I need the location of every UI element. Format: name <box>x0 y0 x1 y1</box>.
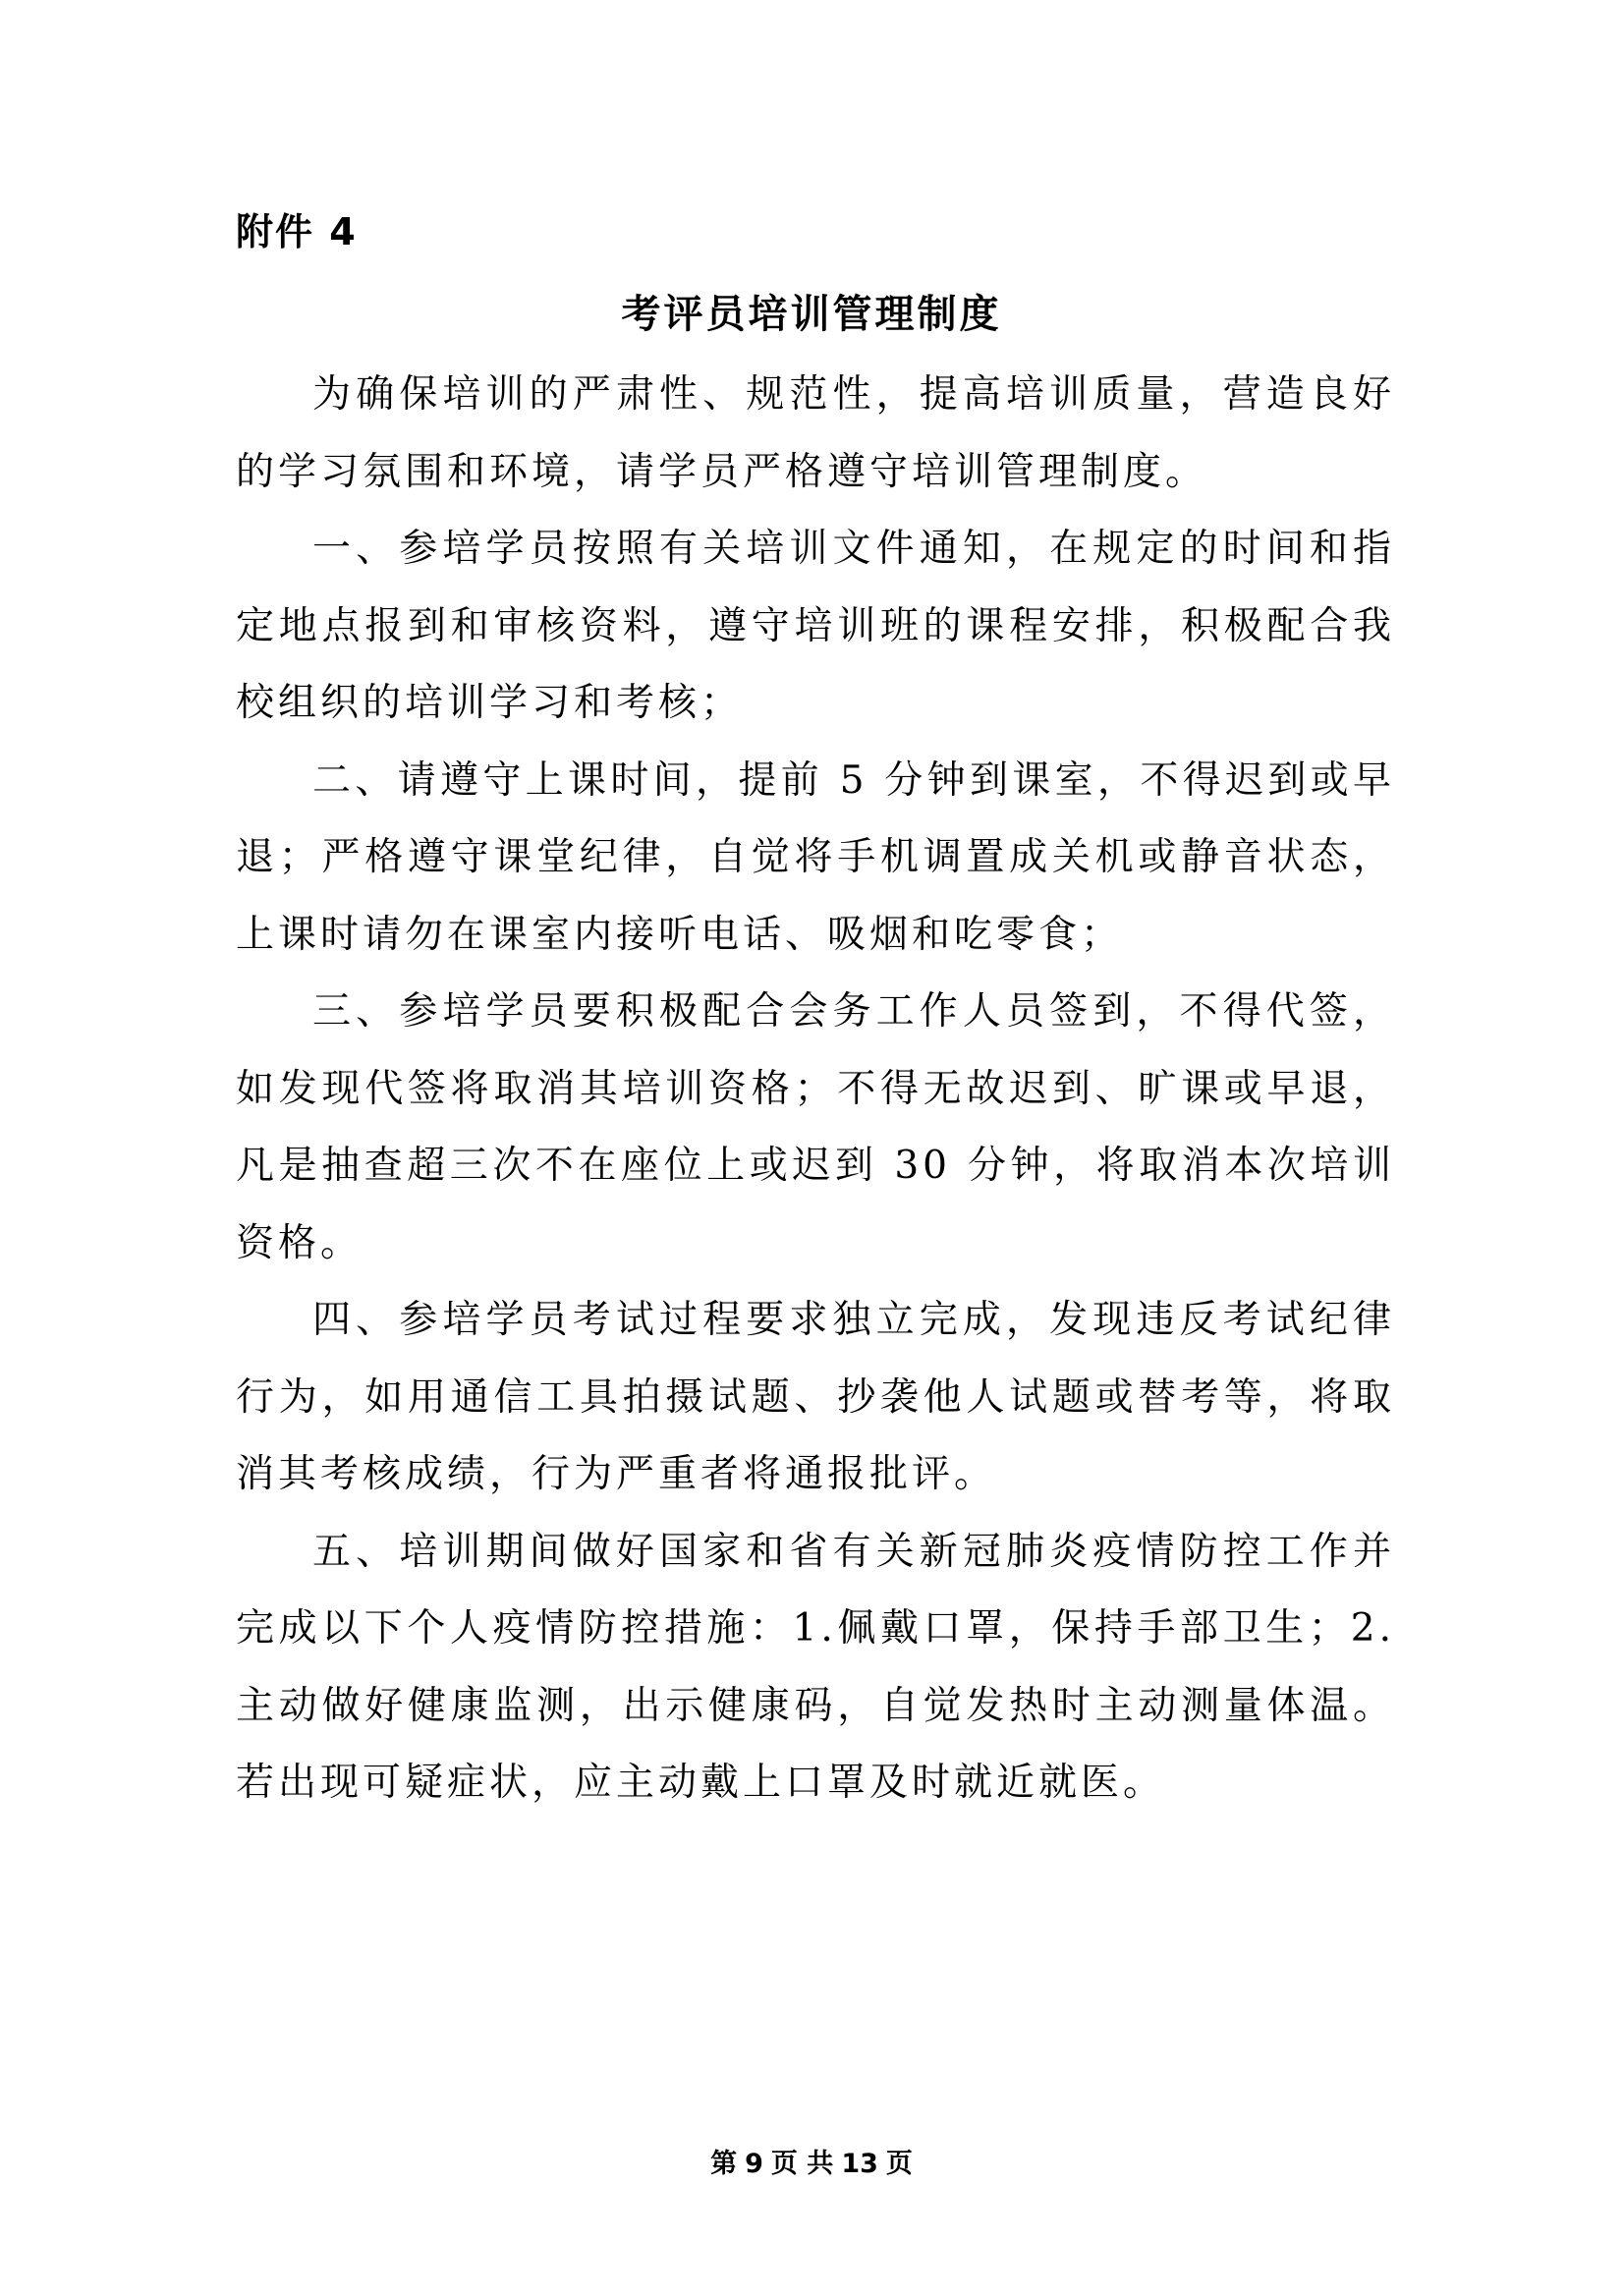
rule-paragraph-4: 四、参培学员考试过程要求独立完成，发现违反考试纪律行为，如用通信工具拍摄试题、抄袭他人试题或替考等，将取消其考核成绩，行为严重者将通报批评。 <box>236 1298 1395 1496</box>
page-number-footer <box>0 2142 1623 2180</box>
document-title: 考评员培训管理制度 <box>621 292 1002 337</box>
document-body <box>236 357 1395 1822</box>
rule-paragraph-1: 一、参培学员按照有关培训文件通知，在规定的时间和指定地点报到和审核资料，遵守培训班的课程安排，积极配合我校组织的培训学习和考核； <box>236 527 1395 725</box>
total-page-count: 13 <box>841 2149 878 2179</box>
rule-paragraph-2: 二、请遵守上课时间，提前 5 分钟到课室，不得迟到或早退；严格遵守课堂纪律，自觉将手机调置成关机或静音状态，上课时请勿在课室内接听电话、吸烟和吃零食； <box>236 757 1395 957</box>
rule-paragraph-5: 五、培训期间做好国家和省有关新冠肺炎疫情防控工作并完成以下个人疫情防控措施：1.佩戴口罩，保持手部卫生；2.主动做好健康监测，出示健康码，自觉发热时主动测量体温。若出现可疑症状，应主动戴上口罩及时就近就医。 <box>236 1529 1395 1805</box>
page-label-prefix: 第 <box>710 2149 738 2179</box>
page-label-suffix: 页 <box>885 2149 913 2179</box>
current-page-number: 9 <box>745 2149 763 2179</box>
page-label-mid: 页 共 <box>770 2149 834 2179</box>
rule-paragraph-3: 三、参培学员要积极配合会务工作人员签到，不得代签，如发现代签将取消其培训资格；不得无故迟到、旷课或早退，凡是抽查超三次不在座位上或迟到 30 分钟，将取消本次培训资格。 <box>236 989 1395 1265</box>
intro-paragraph: 为确保培训的严肃性、规范性，提高培训质量，营造良好的学习氛围和环境，请学员严格遵守培训管理制度。 <box>236 372 1395 494</box>
attachment-label: 附件 4 <box>236 210 358 253</box>
